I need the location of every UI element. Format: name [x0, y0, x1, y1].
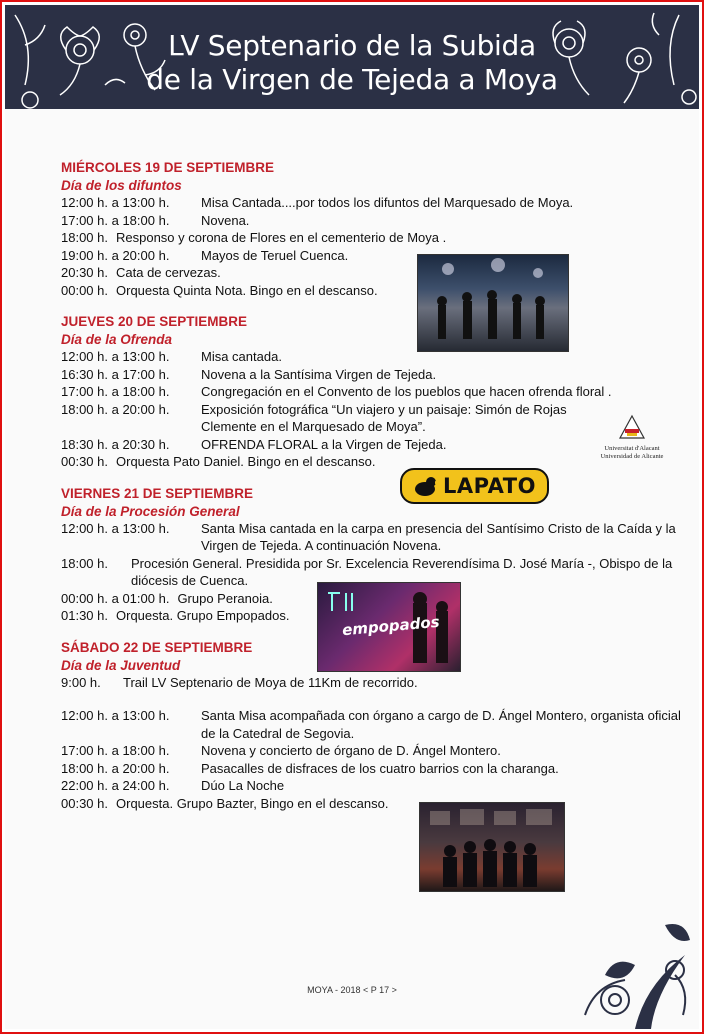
event-time: 12:00 h. a 13:00 h.	[61, 520, 170, 536]
event-time: 9:00 h.	[61, 674, 101, 690]
day-section	[61, 313, 681, 471]
event-row	[61, 264, 681, 282]
event-row	[61, 348, 681, 366]
lapato-logo	[400, 468, 549, 504]
day-heading: MIÉRCOLES 19 DE SEPTIEMBRE	[61, 160, 275, 175]
day-heading: VIERNES 21 DE SEPTIEMBRE	[61, 485, 254, 501]
event-description: Grupo Peranoia.	[177, 590, 273, 606]
event-row	[61, 436, 681, 454]
event-time: 18:00 h.	[61, 555, 108, 571]
day-subtitle: Día de los difuntos	[61, 178, 182, 193]
event-row	[61, 194, 681, 212]
event-description: Orquesta. Grupo Empopados.	[116, 608, 290, 623]
event-description: Responso y corona de Flores en el cementerio de Moya .	[116, 230, 447, 245]
event-row	[61, 742, 681, 760]
event-row	[61, 795, 681, 813]
event-time: 17:00 h. a 18:00 h.	[61, 212, 170, 228]
event-time: 01:30 h.	[61, 608, 108, 623]
title-line-2: de la Virgen de Tejeda a Moya	[146, 63, 558, 96]
event-description: Novena.	[201, 212, 250, 228]
event-description: Trail LV Septenario de Moya de 11Km de recorrido.	[123, 674, 418, 690]
event-description: Santa Misa cantada en la carpa en presencia del Santísimo Cristo de la Caída y la Virgen de Tejeda. A continuación Novena.	[201, 520, 676, 553]
event-row	[61, 707, 681, 742]
lapato-text: LAPATO	[443, 474, 536, 498]
event-description: Dúo La Noche	[201, 778, 285, 793]
event-time: 18:00 h. a 20:00 h.	[61, 760, 170, 776]
event-description: Orquesta Quinta Nota. Bingo en el descanso.	[116, 282, 378, 298]
event-description: OFRENDA FLORAL a la Virgen de Tejeda.	[201, 436, 447, 452]
event-description: Orquesta. Grupo Bazter, Bingo en el descanso.	[116, 795, 389, 811]
event-time: 00:00 h.	[61, 282, 108, 298]
program-content	[61, 159, 681, 812]
event-time: 20:30 h.	[61, 265, 108, 280]
day-heading: SÁBADO 22 DE SEPTIEMBRE	[61, 639, 253, 655]
event-description: Novena a la Santísima Virgen de Tejeda.	[201, 366, 437, 382]
event-description: Misa cantada.	[201, 349, 282, 364]
event-time: 18:30 h. a 20:30 h.	[61, 436, 170, 452]
event-description: Misa Cantada....por todos los difuntos del Marquesado de Moya.	[201, 195, 574, 210]
day-heading: JUEVES 20 DE SEPTIEMBRE	[61, 314, 248, 329]
event-row	[61, 674, 681, 692]
title-line-1: LV Septenario de la Subida	[168, 29, 536, 62]
day-subtitle: Día de la Ofrenda	[61, 332, 173, 347]
event-description: Procesión General. Presidida por Sr. Excelencia Reverendísima D. José María -, Obispo de la diócesis de Cuenca.	[131, 555, 673, 588]
event-row	[61, 229, 681, 247]
event-time: 12:00 h. a 13:00 h.	[61, 349, 170, 364]
day-subtitle: Día de la Procesión General	[61, 503, 240, 519]
university-logo	[593, 414, 671, 461]
event-time: 18:00 h.	[61, 230, 108, 245]
bottom-flower-decoration-icon	[575, 915, 699, 1029]
event-description: Santa Misa acompañada con órgano a cargo de D. Ángel Montero, organista oficial de la Catedral de Segovia.	[201, 708, 681, 741]
event-row	[61, 383, 681, 401]
event-time: 12:00 h. a 13:00 h.	[61, 195, 170, 210]
day-subtitle: Día de la Juventud	[61, 657, 181, 673]
event-description: Congregación en el Convento de los pueblos que hacen ofrenda floral .	[201, 384, 612, 399]
duck-icon	[413, 475, 439, 497]
university-emblem-icon	[618, 414, 646, 440]
event-row	[61, 366, 681, 384]
event-description: Orquesta Pato Daniel. Bingo en el descanso.	[116, 454, 376, 469]
event-time: 18:00 h. a 20:00 h.	[61, 401, 170, 417]
event-description: Exposición fotográfica “Un viajero y un paisaje: Simón de Rojas Clemente en el Marquesado de Moya”.	[201, 401, 567, 434]
event-time: 22:00 h. a 24:00 h.	[61, 778, 170, 793]
event-row	[61, 282, 681, 300]
event-row	[61, 453, 681, 471]
university-name-line1: Universitat d'Alacant	[604, 445, 660, 452]
event-description: Mayos de Teruel Cuenca.	[201, 247, 349, 263]
header-banner	[5, 5, 699, 109]
event-time: 17:00 h. a 18:00 h.	[61, 743, 170, 758]
day-section	[61, 159, 681, 299]
event-description: Pasacalles de disfraces de los cuatro barrios con la charanga.	[201, 760, 559, 776]
event-time: 00:00 h. a 01:00 h.	[61, 590, 170, 606]
event-row	[61, 247, 681, 265]
event-description: Novena y concierto de órgano de D. Ángel Montero.	[201, 743, 501, 758]
event-time: 00:30 h.	[61, 454, 108, 469]
band-stage-photo	[417, 254, 569, 352]
document-page	[5, 5, 699, 1029]
event-time: 16:30 h. a 17:00 h.	[61, 366, 170, 382]
empopados-logo-text: empopados	[341, 612, 441, 640]
event-row	[61, 777, 681, 795]
page-footer: MOYA - 2018 < P 17 >	[307, 985, 397, 995]
event-time: 19:00 h. a 20:00 h.	[61, 247, 170, 263]
event-row	[61, 760, 681, 778]
empopados-band-photo	[317, 582, 461, 672]
event-time: 17:00 h. a 18:00 h.	[61, 384, 170, 399]
event-row	[61, 212, 681, 230]
event-row	[61, 401, 681, 436]
bazter-band-photo	[419, 802, 565, 892]
university-name-line2: Universidad de Alicante	[600, 453, 664, 460]
event-time: 12:00 h. a 13:00 h.	[61, 708, 170, 723]
event-description: Cata de cervezas.	[116, 265, 221, 280]
event-time: 00:30 h.	[61, 795, 108, 811]
event-row	[61, 520, 681, 555]
